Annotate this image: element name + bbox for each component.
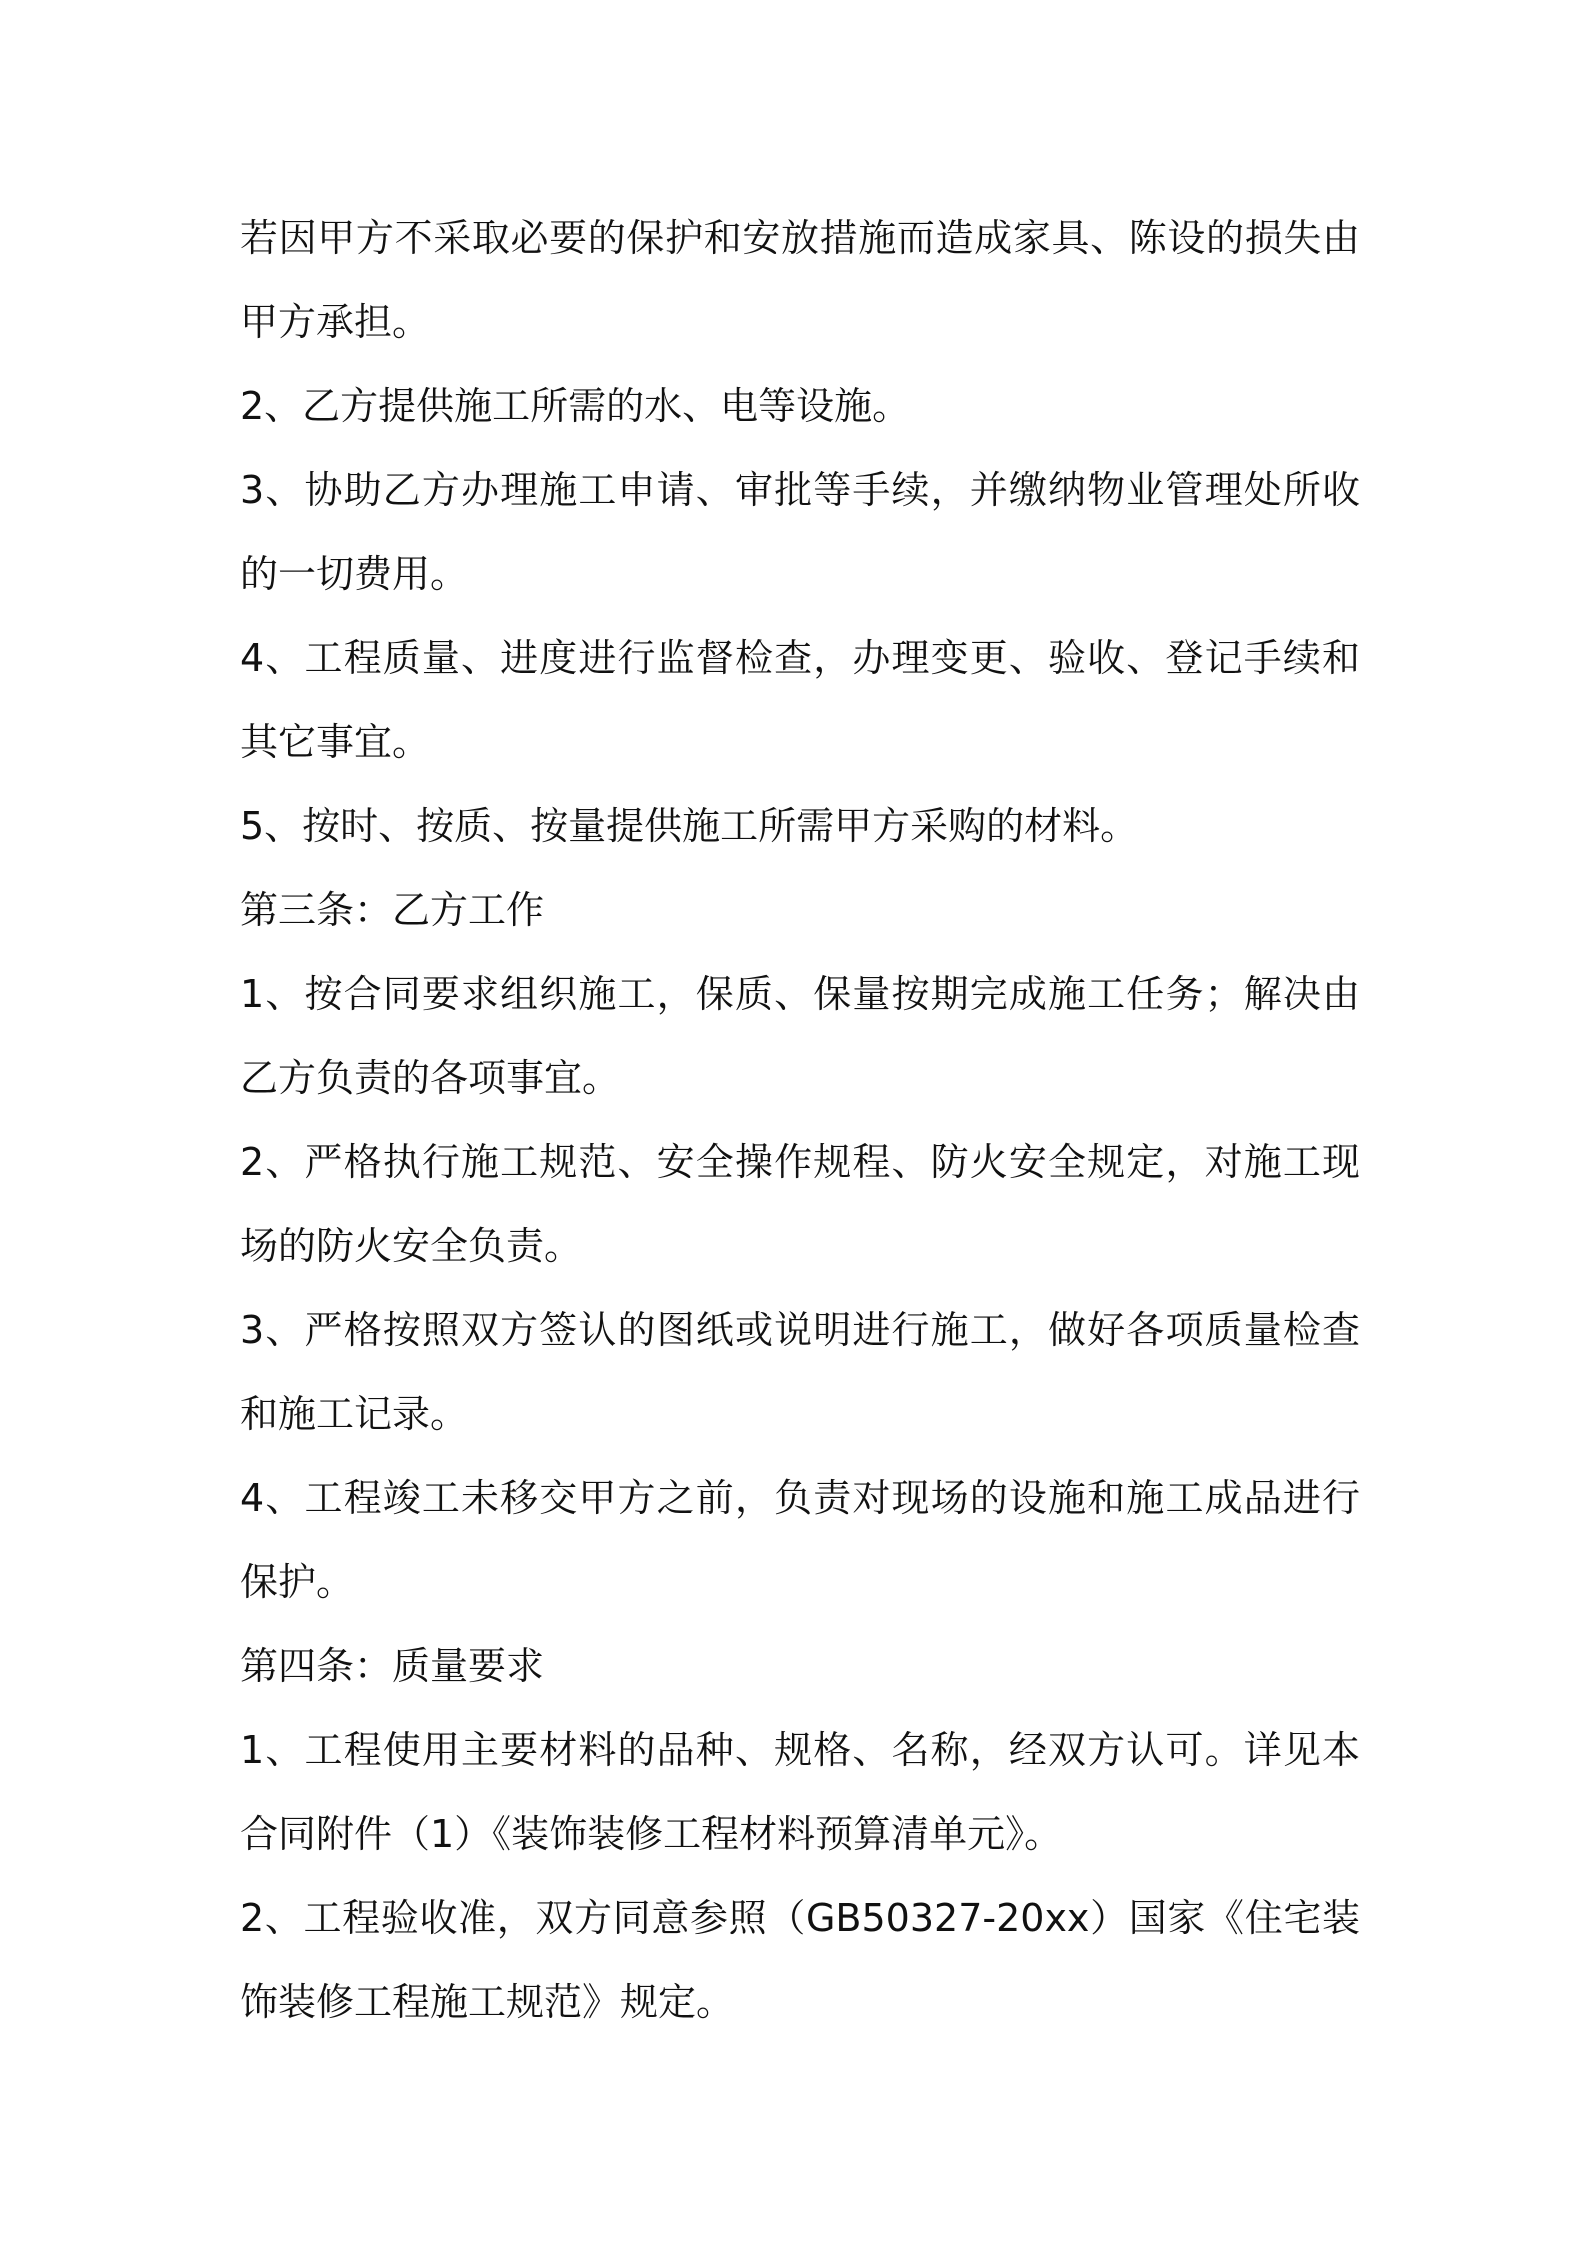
paragraph-party-a-item-3: 3、协助乙方办理施工申请、审批等手续，并缴纳物业管理处所收的一切费用。 [240,468,1360,596]
paragraph-party-b-item-2: 2、严格执行施工规范、安全操作规程、防火安全规定，对施工现场的防火安全负责。 [240,1140,1360,1268]
document-body [240,196,1360,2044]
paragraph-party-b-item-1: 1、按合同要求组织施工，保质、保量按期完成施工任务；解决由乙方负责的各项事宜。 [240,972,1360,1100]
paragraph-quality-item-1: 1、工程使用主要材料的品种、规格、名称，经双方认可。详见本合同附件（1）《装饰装修工程材料预算清单元》。 [240,1728,1360,1856]
paragraph-party-a-item-2: 2、乙方提供施工所需的水、电等设施。 [240,384,911,428]
paragraph-continuation: 若因甲方不采取必要的保护和安放措施而造成家具、陈设的损失由甲方承担。 [240,216,1360,344]
section-heading-article-3: 第三条：乙方工作 [240,888,545,932]
paragraph-party-a-item-5: 5、按时、按质、按量提供施工所需甲方采购的材料。 [240,804,1139,848]
paragraph-party-b-item-4: 4、工程竣工未移交甲方之前，负责对现场的设施和施工成品进行保护。 [240,1476,1360,1604]
paragraph-quality-item-2: 2、工程验收准，双方同意参照（GB50327-20xx）国家《住宅装饰装修工程施工规范》规定。 [240,1896,1360,2024]
paragraph-party-a-item-4: 4、工程质量、进度进行监督检查，办理变更、验收、登记手续和其它事宜。 [240,636,1360,764]
paragraph-party-b-item-3: 3、严格按照双方签认的图纸或说明进行施工，做好各项质量检查和施工记录。 [240,1308,1360,1436]
section-heading-article-4: 第四条：质量要求 [240,1644,545,1688]
